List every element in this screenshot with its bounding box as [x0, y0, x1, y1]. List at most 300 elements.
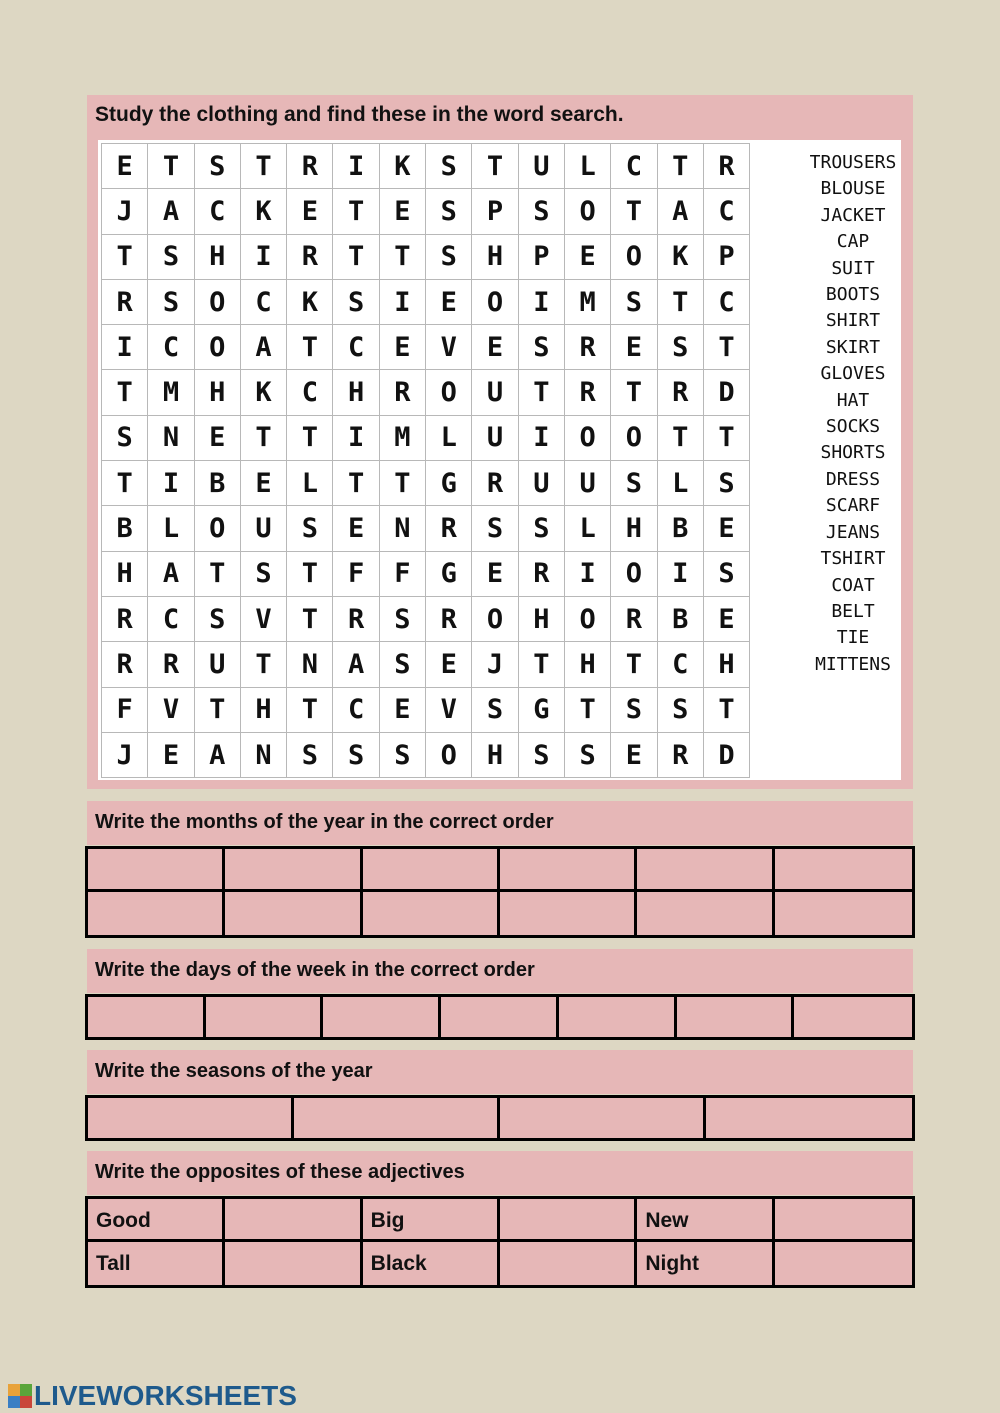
- grid-cell[interactable]: T: [658, 144, 704, 189]
- grid-cell[interactable]: M: [380, 416, 426, 461]
- adjective-label-cell: [363, 1199, 500, 1242]
- grid-cell[interactable]: T: [148, 144, 194, 189]
- grid-cell[interactable]: S: [611, 280, 657, 325]
- grid-cell[interactable]: R: [287, 235, 333, 280]
- grid-cell[interactable]: K: [287, 280, 333, 325]
- grid-cell[interactable]: H: [611, 506, 657, 551]
- grid-cell[interactable]: T: [241, 144, 287, 189]
- grid-cell[interactable]: E: [287, 189, 333, 234]
- month-answer-input[interactable]: [637, 849, 771, 889]
- grid-cell[interactable]: S: [426, 189, 472, 234]
- opposites-title: Write the opposites of these adjectives: [95, 1161, 465, 1183]
- grid-cell[interactable]: O: [611, 416, 657, 461]
- grid-cell[interactable]: N: [241, 733, 287, 778]
- grid-cell[interactable]: T: [287, 552, 333, 597]
- grid-cell[interactable]: R: [611, 597, 657, 642]
- grid-cell[interactable]: U: [241, 506, 287, 551]
- grid-cell[interactable]: L: [565, 506, 611, 551]
- grid-cell[interactable]: T: [241, 416, 287, 461]
- grid-cell[interactable]: S: [380, 597, 426, 642]
- grid-cell[interactable]: S: [287, 733, 333, 778]
- grid-cell[interactable]: O: [426, 733, 472, 778]
- grid-cell[interactable]: E: [611, 733, 657, 778]
- grid-cell[interactable]: U: [195, 642, 241, 687]
- grid-cell[interactable]: S: [519, 325, 565, 370]
- days-table: [85, 994, 915, 1040]
- day-answer-input[interactable]: [88, 997, 203, 1037]
- word-list-item: JACKET: [820, 204, 886, 226]
- grid-cell[interactable]: H: [565, 642, 611, 687]
- months-title: Write the months of the year in the correct order: [95, 811, 554, 833]
- grid-cell[interactable]: A: [658, 189, 704, 234]
- grid-cell[interactable]: K: [241, 370, 287, 415]
- grid-cell[interactable]: T: [195, 552, 241, 597]
- grid-cell[interactable]: T: [565, 688, 611, 733]
- grid-cell[interactable]: R: [704, 144, 750, 189]
- grid-cell[interactable]: L: [287, 461, 333, 506]
- grid-cell[interactable]: R: [102, 642, 148, 687]
- grid-cell[interactable]: A: [333, 642, 379, 687]
- grid-cell[interactable]: E: [704, 506, 750, 551]
- grid-cell[interactable]: S: [658, 325, 704, 370]
- grid-cell[interactable]: A: [241, 325, 287, 370]
- grid-cell[interactable]: E: [472, 325, 518, 370]
- wordsearch-section: [87, 95, 913, 789]
- grid-cell[interactable]: T: [287, 416, 333, 461]
- grid-cell[interactable]: O: [195, 506, 241, 551]
- wordsearch-title: Study the clothing and find these in the word search.: [95, 103, 624, 126]
- word-list-item: SUIT: [831, 257, 875, 279]
- grid-cell[interactable]: U: [472, 370, 518, 415]
- grid-cell[interactable]: H: [472, 235, 518, 280]
- grid-cell[interactable]: T: [704, 688, 750, 733]
- grid-cell[interactable]: M: [148, 370, 194, 415]
- season-answer-input[interactable]: [706, 1098, 912, 1138]
- adjective-label-cell: [637, 1199, 774, 1242]
- grid-cell[interactable]: V: [241, 597, 287, 642]
- grid-cell[interactable]: C: [704, 189, 750, 234]
- opposite-answer-input[interactable]: [775, 1242, 912, 1285]
- month-answer-cell[interactable]: [637, 849, 774, 892]
- grid-cell[interactable]: P: [519, 235, 565, 280]
- grid-cell[interactable]: P: [472, 189, 518, 234]
- grid-cell[interactable]: S: [704, 461, 750, 506]
- months-table: [85, 846, 915, 938]
- grid-cell[interactable]: E: [102, 144, 148, 189]
- grid-cell[interactable]: A: [148, 552, 194, 597]
- day-answer-input[interactable]: [559, 997, 674, 1037]
- grid-cell[interactable]: S: [333, 733, 379, 778]
- grid-cell[interactable]: R: [102, 280, 148, 325]
- grid-cell[interactable]: H: [333, 370, 379, 415]
- grid-cell[interactable]: I: [102, 325, 148, 370]
- grid-cell[interactable]: E: [611, 325, 657, 370]
- wordsearch-grid[interactable]: [101, 143, 750, 778]
- word-list-item: TROUSERS: [809, 152, 897, 173]
- grid-cell[interactable]: V: [426, 688, 472, 733]
- day-answer-input[interactable]: [323, 997, 438, 1037]
- grid-cell[interactable]: R: [426, 597, 472, 642]
- grid-cell[interactable]: C: [148, 325, 194, 370]
- grid-cell[interactable]: E: [565, 235, 611, 280]
- grid-cell[interactable]: R: [658, 733, 704, 778]
- day-answer-cell[interactable]: [441, 997, 559, 1037]
- day-answer-cell[interactable]: [88, 997, 206, 1037]
- grid-cell[interactable]: L: [426, 416, 472, 461]
- grid-cell[interactable]: S: [426, 235, 472, 280]
- grid-cell[interactable]: C: [333, 688, 379, 733]
- grid-cell[interactable]: S: [380, 733, 426, 778]
- season-answer-cell[interactable]: [88, 1098, 294, 1138]
- grid-cell[interactable]: T: [658, 280, 704, 325]
- day-answer-cell[interactable]: [794, 997, 912, 1037]
- grid-cell[interactable]: T: [102, 370, 148, 415]
- grid-cell[interactable]: G: [426, 552, 472, 597]
- month-answer-input[interactable]: [775, 849, 912, 889]
- grid-cell[interactable]: T: [658, 416, 704, 461]
- grid-cell[interactable]: K: [380, 144, 426, 189]
- grid-cell[interactable]: S: [519, 189, 565, 234]
- grid-cell[interactable]: E: [380, 325, 426, 370]
- grid-cell[interactable]: F: [102, 688, 148, 733]
- grid-cell[interactable]: B: [658, 506, 704, 551]
- grid-cell[interactable]: J: [102, 733, 148, 778]
- grid-cell[interactable]: S: [426, 144, 472, 189]
- grid-cell[interactable]: C: [148, 597, 194, 642]
- word-list-item: SCARF: [825, 495, 881, 517]
- word-list-item: JEANS: [825, 521, 881, 543]
- grid-cell[interactable]: R: [426, 506, 472, 551]
- adjective-label: Night: [645, 1252, 699, 1275]
- month-answer-cell[interactable]: [775, 849, 912, 892]
- month-answer-input[interactable]: [500, 892, 634, 935]
- grid-cell[interactable]: S: [380, 642, 426, 687]
- grid-cell[interactable]: E: [333, 506, 379, 551]
- month-answer-input[interactable]: [637, 892, 771, 935]
- word-list-item: GLOVES: [820, 363, 886, 385]
- grid-cell[interactable]: T: [241, 642, 287, 687]
- grid-cell[interactable]: R: [519, 552, 565, 597]
- grid-cell[interactable]: L: [148, 506, 194, 551]
- grid-cell[interactable]: T: [333, 189, 379, 234]
- day-answer-cell[interactable]: [206, 997, 324, 1037]
- month-answer-cell[interactable]: [500, 849, 637, 892]
- grid-cell[interactable]: H: [195, 370, 241, 415]
- grid-cell[interactable]: G: [519, 688, 565, 733]
- grid-cell[interactable]: I: [519, 280, 565, 325]
- grid-cell[interactable]: E: [195, 416, 241, 461]
- grid-cell[interactable]: T: [102, 461, 148, 506]
- opposite-answer-input[interactable]: [500, 1242, 634, 1285]
- season-answer-input[interactable]: [294, 1098, 497, 1138]
- grid-cell[interactable]: N: [380, 506, 426, 551]
- grid-cell[interactable]: E: [426, 642, 472, 687]
- grid-cell[interactable]: T: [519, 642, 565, 687]
- grid-cell[interactable]: S: [102, 416, 148, 461]
- grid-cell[interactable]: S: [519, 506, 565, 551]
- grid-cell[interactable]: O: [426, 370, 472, 415]
- opposite-answer-cell[interactable]: [225, 1242, 362, 1285]
- grid-cell[interactable]: T: [519, 370, 565, 415]
- grid-cell[interactable]: S: [472, 506, 518, 551]
- grid-cell[interactable]: R: [472, 461, 518, 506]
- opposite-answer-cell[interactable]: [500, 1242, 637, 1285]
- grid-cell[interactable]: I: [380, 280, 426, 325]
- grid-cell[interactable]: O: [195, 325, 241, 370]
- word-list-item: BLOUSE: [820, 178, 886, 200]
- grid-cell[interactable]: O: [472, 280, 518, 325]
- month-answer-input[interactable]: [500, 849, 634, 889]
- month-answer-cell[interactable]: [88, 849, 225, 892]
- grid-cell[interactable]: R: [565, 325, 611, 370]
- grid-cell[interactable]: H: [241, 688, 287, 733]
- grid-cell[interactable]: S: [195, 597, 241, 642]
- wordsearch-panel: [98, 140, 901, 780]
- grid-cell[interactable]: S: [287, 506, 333, 551]
- grid-cell[interactable]: J: [102, 189, 148, 234]
- grid-cell[interactable]: E: [472, 552, 518, 597]
- grid-cell[interactable]: R: [102, 597, 148, 642]
- grid-cell[interactable]: I: [333, 416, 379, 461]
- grid-cell[interactable]: O: [611, 552, 657, 597]
- grid-cell[interactable]: S: [333, 280, 379, 325]
- grid-cell[interactable]: E: [148, 733, 194, 778]
- grid-cell[interactable]: B: [658, 597, 704, 642]
- days-header: [87, 949, 913, 993]
- grid-cell[interactable]: T: [380, 461, 426, 506]
- grid-cell[interactable]: B: [195, 461, 241, 506]
- grid-cell[interactable]: B: [102, 506, 148, 551]
- grid-cell[interactable]: I: [148, 461, 194, 506]
- grid-cell[interactable]: O: [565, 597, 611, 642]
- opposites-header: [87, 1151, 913, 1195]
- grid-cell[interactable]: E: [426, 280, 472, 325]
- grid-cell[interactable]: V: [426, 325, 472, 370]
- grid-cell[interactable]: T: [611, 370, 657, 415]
- season-answer-cell[interactable]: [500, 1098, 706, 1138]
- grid-cell[interactable]: S: [611, 688, 657, 733]
- month-answer-input[interactable]: [363, 892, 497, 935]
- grid-cell[interactable]: E: [380, 189, 426, 234]
- grid-cell[interactable]: I: [565, 552, 611, 597]
- adjective-label-cell: [363, 1242, 500, 1285]
- grid-cell[interactable]: C: [333, 325, 379, 370]
- grid-cell[interactable]: O: [611, 235, 657, 280]
- month-answer-input[interactable]: [88, 892, 222, 935]
- grid-cell[interactable]: S: [472, 688, 518, 733]
- day-answer-input[interactable]: [794, 997, 912, 1037]
- grid-cell[interactable]: U: [472, 416, 518, 461]
- seasons-table: [85, 1095, 915, 1141]
- grid-cell[interactable]: S: [519, 733, 565, 778]
- grid-cell[interactable]: T: [333, 461, 379, 506]
- adjective-label-cell: [88, 1199, 225, 1242]
- opposite-answer-input[interactable]: [225, 1242, 359, 1285]
- grid-cell[interactable]: T: [611, 642, 657, 687]
- grid-cell[interactable]: F: [380, 552, 426, 597]
- grid-cell[interactable]: T: [287, 325, 333, 370]
- logo-text: LIVEWORKSHEETS: [34, 1380, 297, 1411]
- grid-cell[interactable]: O: [472, 597, 518, 642]
- opposite-answer-cell[interactable]: [775, 1242, 912, 1285]
- grid-cell[interactable]: H: [102, 552, 148, 597]
- days-title: Write the days of the week in the correct order: [95, 959, 535, 981]
- grid-cell[interactable]: T: [333, 235, 379, 280]
- grid-cell[interactable]: U: [519, 461, 565, 506]
- grid-cell[interactable]: C: [611, 144, 657, 189]
- word-list-item: TIE: [836, 627, 870, 649]
- grid-cell[interactable]: H: [519, 597, 565, 642]
- month-answer-cell[interactable]: [363, 892, 500, 935]
- season-answer-input[interactable]: [88, 1098, 291, 1138]
- day-answer-input[interactable]: [677, 997, 792, 1037]
- month-answer-cell[interactable]: [363, 849, 500, 892]
- grid-cell[interactable]: S: [241, 552, 287, 597]
- grid-cell[interactable]: K: [241, 189, 287, 234]
- grid-cell[interactable]: T: [472, 144, 518, 189]
- grid-cell[interactable]: K: [658, 235, 704, 280]
- grid-cell[interactable]: J: [472, 642, 518, 687]
- grid-cell[interactable]: R: [287, 144, 333, 189]
- grid-cell[interactable]: R: [565, 370, 611, 415]
- grid-cell[interactable]: R: [658, 370, 704, 415]
- grid-cell[interactable]: T: [287, 597, 333, 642]
- opposite-answer-input[interactable]: [500, 1199, 634, 1239]
- grid-cell[interactable]: I: [658, 552, 704, 597]
- grid-cell[interactable]: I: [519, 416, 565, 461]
- grid-cell[interactable]: N: [287, 642, 333, 687]
- adjective-label-cell: [637, 1242, 774, 1285]
- grid-cell[interactable]: L: [658, 461, 704, 506]
- month-answer-input[interactable]: [88, 849, 222, 889]
- liveworksheets-logo: [8, 1381, 297, 1411]
- grid-cell[interactable]: U: [565, 461, 611, 506]
- grid-cell[interactable]: S: [148, 235, 194, 280]
- month-answer-cell[interactable]: [500, 892, 637, 935]
- logo-blocks-icon: [8, 1384, 32, 1408]
- grid-cell[interactable]: R: [380, 370, 426, 415]
- grid-cell[interactable]: D: [704, 733, 750, 778]
- grid-cell[interactable]: N: [148, 416, 194, 461]
- grid-cell[interactable]: O: [195, 280, 241, 325]
- word-list-item: COAT: [831, 574, 875, 596]
- season-answer-cell[interactable]: [294, 1098, 500, 1138]
- seasons-header: [87, 1050, 913, 1094]
- day-answer-cell[interactable]: [559, 997, 677, 1037]
- grid-cell[interactable]: S: [611, 461, 657, 506]
- month-answer-input[interactable]: [225, 849, 359, 889]
- word-list-item: SHORTS: [820, 442, 886, 464]
- grid-cell[interactable]: E: [241, 461, 287, 506]
- grid-cell[interactable]: R: [148, 642, 194, 687]
- grid-cell[interactable]: E: [704, 597, 750, 642]
- grid-cell[interactable]: V: [148, 688, 194, 733]
- grid-cell[interactable]: T: [102, 235, 148, 280]
- word-list-item: SHIRT: [825, 310, 881, 332]
- grid-cell[interactable]: A: [195, 733, 241, 778]
- opposite-answer-input[interactable]: [775, 1199, 912, 1239]
- grid-cell[interactable]: E: [380, 688, 426, 733]
- word-list-item: SKIRT: [825, 336, 881, 358]
- grid-cell[interactable]: D: [704, 370, 750, 415]
- grid-cell[interactable]: O: [565, 189, 611, 234]
- grid-cell[interactable]: A: [148, 189, 194, 234]
- day-answer-cell[interactable]: [677, 997, 795, 1037]
- grid-cell[interactable]: C: [704, 280, 750, 325]
- grid-cell[interactable]: C: [658, 642, 704, 687]
- grid-cell[interactable]: H: [195, 235, 241, 280]
- seasons-title: Write the seasons of the year: [95, 1060, 373, 1082]
- grid-cell[interactable]: S: [565, 733, 611, 778]
- word-list-item: HAT: [836, 389, 870, 411]
- word-list-item: BELT: [831, 600, 875, 622]
- month-answer-cell[interactable]: [637, 892, 774, 935]
- grid-cell[interactable]: C: [195, 189, 241, 234]
- day-answer-input[interactable]: [441, 997, 556, 1037]
- grid-cell[interactable]: S: [148, 280, 194, 325]
- grid-cell[interactable]: T: [611, 189, 657, 234]
- adjective-label: Tall: [96, 1252, 131, 1275]
- grid-cell[interactable]: S: [704, 552, 750, 597]
- opposite-answer-input[interactable]: [225, 1199, 359, 1239]
- grid-cell[interactable]: T: [380, 235, 426, 280]
- grid-cell[interactable]: S: [195, 144, 241, 189]
- grid-cell[interactable]: I: [333, 144, 379, 189]
- word-list-item: CAP: [836, 231, 870, 253]
- grid-cell[interactable]: H: [704, 642, 750, 687]
- month-answer-cell[interactable]: [225, 892, 362, 935]
- word-list-item: BOOTS: [825, 284, 881, 306]
- grid-cell[interactable]: S: [658, 688, 704, 733]
- grid-cell[interactable]: F: [333, 552, 379, 597]
- month-answer-input[interactable]: [363, 849, 497, 889]
- grid-cell[interactable]: M: [565, 280, 611, 325]
- grid-cell[interactable]: T: [195, 688, 241, 733]
- adjective-label: Big: [370, 1209, 405, 1232]
- grid-cell[interactable]: U: [519, 144, 565, 189]
- grid-cell[interactable]: O: [565, 416, 611, 461]
- word-list-item: DRESS: [825, 468, 881, 490]
- grid-cell[interactable]: T: [704, 325, 750, 370]
- adjective-label: New: [645, 1209, 689, 1232]
- season-answer-input[interactable]: [500, 1098, 703, 1138]
- month-answer-cell[interactable]: [225, 849, 362, 892]
- month-answer-cell[interactable]: [88, 892, 225, 935]
- day-answer-cell[interactable]: [323, 997, 441, 1037]
- grid-cell[interactable]: I: [241, 235, 287, 280]
- month-answer-input[interactable]: [775, 892, 912, 935]
- grid-cell[interactable]: T: [704, 416, 750, 461]
- grid-cell[interactable]: L: [565, 144, 611, 189]
- word-list-item: TSHIRT: [820, 548, 886, 570]
- grid-cell[interactable]: R: [333, 597, 379, 642]
- grid-cell[interactable]: G: [426, 461, 472, 506]
- grid-cell[interactable]: P: [704, 235, 750, 280]
- grid-cell[interactable]: C: [287, 370, 333, 415]
- opposite-answer-cell[interactable]: [500, 1199, 637, 1242]
- grid-cell[interactable]: C: [241, 280, 287, 325]
- grid-cell[interactable]: H: [472, 733, 518, 778]
- opposite-answer-cell[interactable]: [225, 1199, 362, 1242]
- month-answer-input[interactable]: [225, 892, 359, 935]
- month-answer-cell[interactable]: [775, 892, 912, 935]
- months-header: [87, 801, 913, 845]
- grid-cell[interactable]: T: [287, 688, 333, 733]
- adjective-label: Black: [370, 1252, 427, 1275]
- opposite-answer-cell[interactable]: [775, 1199, 912, 1242]
- day-answer-input[interactable]: [206, 997, 321, 1037]
- season-answer-cell[interactable]: [706, 1098, 912, 1138]
